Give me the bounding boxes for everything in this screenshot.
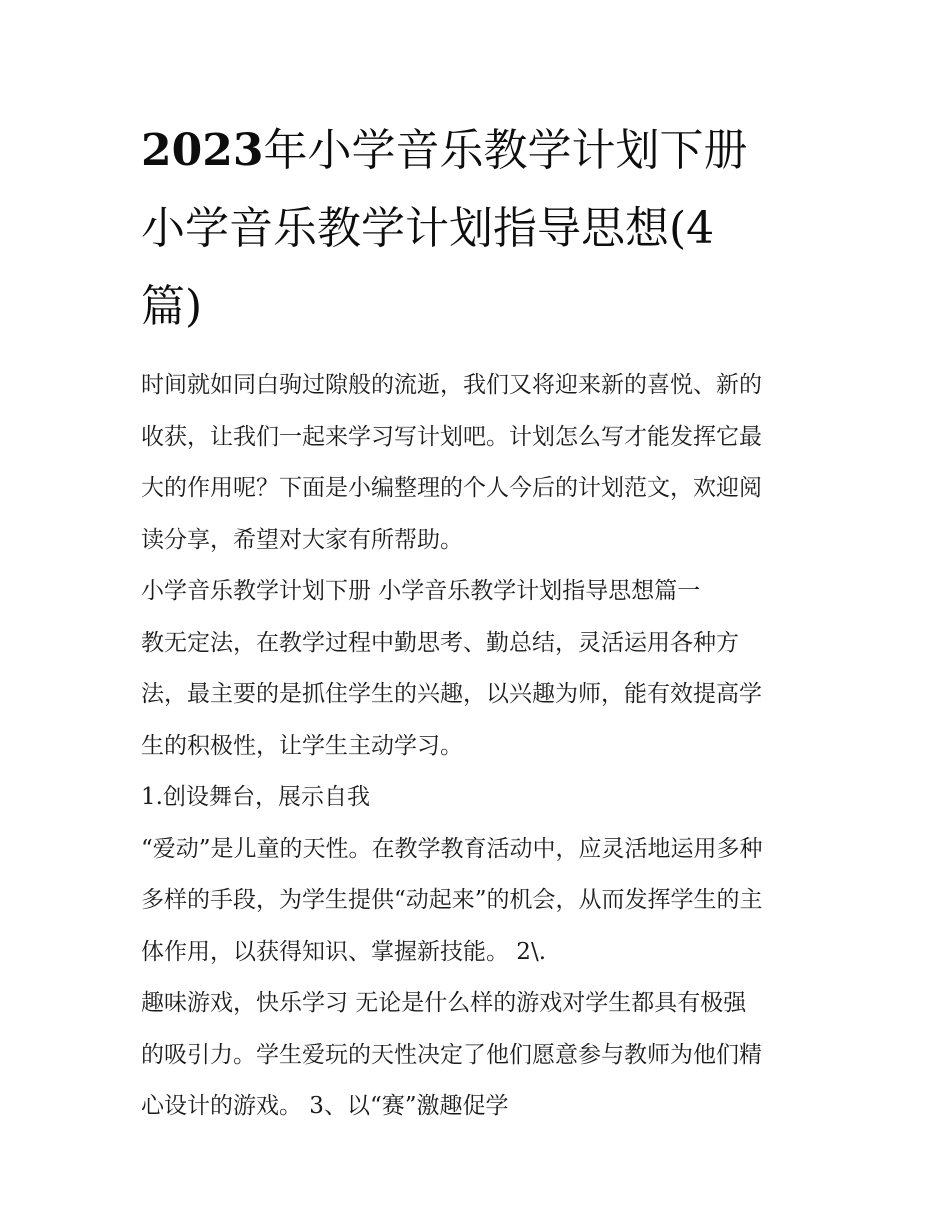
title-line1-text: 年小学音乐教学计划下册 xyxy=(263,125,748,176)
section-heading-1: 小学音乐教学计划下册 小学音乐教学计划指导思想篇一 xyxy=(141,578,701,604)
body-line-4: 读分享，希望对大家有所帮助。 xyxy=(141,526,463,553)
body-line-13: 趣味游戏，快乐学习 无论是什么样的游戏对学生都具有极强 xyxy=(141,990,747,1016)
body-line-14: 的吸引力。学生爱玩的天性决定了他们愿意参与教师为他们精 xyxy=(141,1041,762,1068)
body-line-12: 体作用，以获得知识、掌握新技能。 2\. xyxy=(141,938,547,965)
body-line-7: 法，最主要的是抓住学生的兴趣，以兴趣为师，能有效提高学 xyxy=(141,681,762,707)
body-line-8: 生的积极性，让学生主动学习。 xyxy=(141,732,463,759)
title-year: 2023 xyxy=(141,125,264,176)
body-line-3: 大的作用呢？下面是小编整理的个人今后的计划范文，欢迎阅 xyxy=(141,475,762,501)
title-line3-text: 篇) xyxy=(141,281,203,332)
body-line-6: 教无定法，在教学过程中勤思考、勤总结，灵活运用各种方 xyxy=(141,629,739,656)
body-line-10: “爱动”是儿童的天性。在教学教育活动中，应灵活地运用多种 xyxy=(141,835,763,862)
list-item-1: 1.创设舞台，展示自我 xyxy=(141,784,370,810)
body-line-1: 时间就如同白驹过隙般的流逝，我们又将迎来新的喜悦、新的 xyxy=(141,372,762,398)
body-line-2: 收获，让我们一起来学习写计划吧。计划怎么写才能发挥它最 xyxy=(141,423,762,450)
body-line-11: 多样的手段，为学生提供“动起来”的机会，从而发挥学生的主 xyxy=(141,887,763,913)
document-body xyxy=(141,360,813,1133)
document-title xyxy=(141,112,813,346)
body-line-15: 心设计的游戏。 3、以“赛”激趣促学 xyxy=(141,1093,509,1119)
document-page xyxy=(141,112,813,1133)
title-line2-text: 小学音乐教学计划指导思想(4 xyxy=(141,203,715,254)
